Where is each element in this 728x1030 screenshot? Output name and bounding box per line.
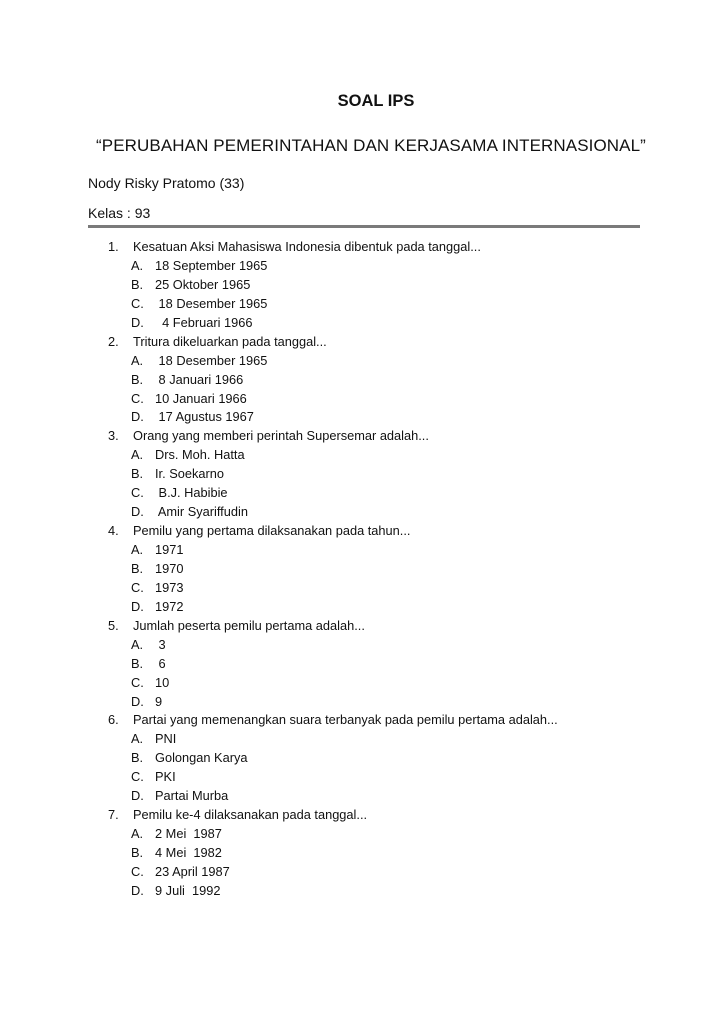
- question-list: [108, 238, 628, 901]
- answer-option: [108, 371, 628, 390]
- question-item: [108, 806, 628, 825]
- option-letter: D.: [131, 409, 144, 425]
- option-text: 8 Januari 1966: [155, 371, 244, 387]
- question-text: Pemilu ke-4 dilaksanakan pada tanggal...: [133, 807, 368, 823]
- option-letter: D.: [131, 693, 144, 709]
- question-number: 3.: [108, 428, 119, 444]
- question-text: Jumlah peserta pemilu pertama adalah...: [133, 617, 365, 633]
- question-text: Orang yang memberi perintah Supersemar adalah...: [133, 428, 429, 444]
- option-text: 25 Oktober 1965: [155, 276, 251, 292]
- question-item: [108, 522, 628, 541]
- option-letter: A.: [131, 447, 144, 463]
- answer-option: [108, 844, 628, 863]
- answer-option: [108, 257, 628, 276]
- option-text: 9: [155, 693, 163, 709]
- answer-option: [108, 882, 628, 901]
- option-letter: A.: [131, 826, 144, 842]
- answer-option: [108, 390, 628, 409]
- answer-option: [108, 768, 628, 787]
- answer-option: [108, 276, 628, 295]
- option-letter: B.: [131, 560, 144, 576]
- option-text: 3: [155, 636, 166, 652]
- header-divider: [88, 225, 640, 228]
- option-letter: D.: [131, 314, 144, 330]
- option-text: 1971: [155, 542, 184, 557]
- option-text: Partai Murba: [155, 788, 229, 804]
- question-item: [108, 238, 628, 257]
- question-item: [108, 617, 628, 636]
- answer-option: [108, 787, 628, 806]
- option-text: PKI: [155, 769, 176, 785]
- question-item: [108, 711, 628, 730]
- option-text: 4 Mei 1982: [155, 845, 222, 860]
- option-letter: A.: [131, 731, 144, 747]
- answer-option: [108, 446, 628, 465]
- option-text: 17 Agustus 1967: [155, 409, 254, 425]
- question-text: Kesatuan Aksi Mahasiswa Indonesia dibentuk pada tanggal...: [133, 239, 481, 254]
- option-text: B.J. Habibie: [155, 485, 228, 501]
- answer-option: [108, 503, 628, 522]
- answer-option: [108, 579, 628, 598]
- answer-option: [108, 408, 628, 427]
- option-letter: A.: [131, 636, 144, 652]
- option-letter: C.: [131, 769, 144, 785]
- option-letter: C.: [131, 485, 144, 501]
- option-letter: A.: [131, 352, 144, 368]
- class-label: Kelas : 93: [88, 205, 151, 221]
- question-item: [108, 427, 628, 446]
- option-text: 1972: [155, 598, 184, 614]
- option-text: 1970: [155, 560, 184, 576]
- answer-option: [108, 749, 628, 768]
- option-letter: B.: [131, 466, 144, 482]
- option-text: Drs. Moh. Hatta: [155, 447, 245, 463]
- option-text: 2 Mei 1987: [155, 826, 222, 842]
- answer-option: [108, 636, 628, 655]
- answer-option: [108, 598, 628, 617]
- option-letter: B.: [131, 655, 144, 671]
- option-letter: D.: [131, 788, 144, 804]
- option-letter: C.: [131, 295, 144, 311]
- answer-option: [108, 560, 628, 579]
- option-text: 10: [155, 674, 170, 690]
- option-text: 9 Juli 1992: [155, 882, 221, 898]
- option-text: PNI: [155, 731, 177, 747]
- answer-option: [108, 825, 628, 844]
- option-letter: D.: [131, 882, 144, 898]
- question-number: 2.: [108, 333, 119, 349]
- answer-option: [108, 314, 628, 333]
- option-text: 1973: [155, 579, 184, 595]
- answer-option: [108, 352, 628, 371]
- option-text: 23 April 1987: [155, 863, 230, 879]
- option-letter: C.: [131, 579, 144, 595]
- page-subtitle: “PERUBAHAN PEMERINTAHAN DAN KERJASAMA INTERNASIONAL”: [96, 136, 646, 155]
- option-text: Amir Syariffudin: [155, 504, 248, 520]
- question-number: 7.: [108, 807, 119, 823]
- option-text: Ir. Soekarno: [155, 466, 225, 482]
- page-title: SOAL IPS: [337, 92, 415, 110]
- answer-option: [108, 693, 628, 712]
- option-text: 6: [155, 655, 166, 671]
- question-number: 5.: [108, 617, 119, 633]
- option-letter: B.: [131, 845, 144, 860]
- question-number: 1.: [108, 239, 119, 254]
- option-text: 10 Januari 1966: [155, 390, 247, 406]
- answer-option: [108, 863, 628, 882]
- option-letter: C.: [131, 863, 144, 879]
- answer-option: [108, 295, 628, 314]
- answer-option: [108, 674, 628, 693]
- option-letter: B.: [131, 750, 144, 766]
- question-number: 6.: [108, 712, 119, 728]
- option-letter: A.: [131, 257, 144, 273]
- option-letter: A.: [131, 542, 144, 557]
- option-text: 18 Desember 1965: [155, 295, 268, 311]
- option-letter: D.: [131, 598, 144, 614]
- answer-option: [108, 484, 628, 503]
- option-letter: C.: [131, 390, 144, 406]
- option-letter: B.: [131, 276, 144, 292]
- option-letter: B.: [131, 371, 144, 387]
- option-letter: D.: [131, 504, 144, 520]
- question-item: [108, 333, 628, 352]
- option-text: 4 Februari 1966: [155, 314, 253, 330]
- question-text: Partai yang memenangkan suara terbanyak pada pemilu pertama adalah...: [133, 712, 558, 728]
- question-text: Tritura dikeluarkan pada tanggal...: [133, 333, 327, 349]
- answer-option: [108, 730, 628, 749]
- option-text: 18 September 1965: [155, 257, 268, 273]
- answer-option: [108, 541, 628, 560]
- question-number: 4.: [108, 523, 119, 539]
- student-name: Nody Risky Pratomo (33): [88, 175, 245, 191]
- option-text: 18 Desember 1965: [155, 352, 268, 368]
- option-letter: C.: [131, 674, 144, 690]
- question-text: Pemilu yang pertama dilaksanakan pada tahun...: [133, 523, 411, 539]
- answer-option: [108, 465, 628, 484]
- answer-option: [108, 655, 628, 674]
- option-text: Golongan Karya: [155, 750, 248, 766]
